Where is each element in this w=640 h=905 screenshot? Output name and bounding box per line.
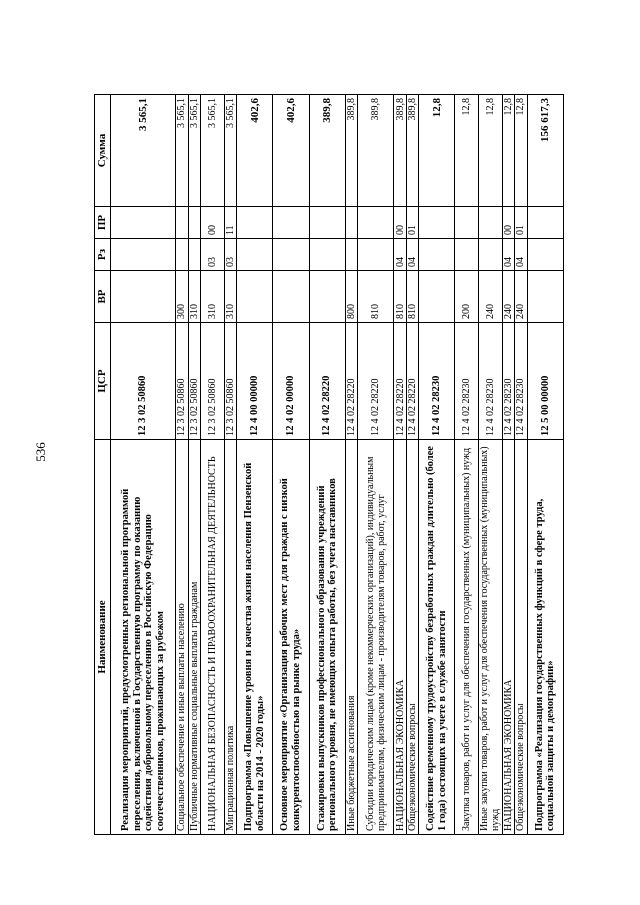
cell-sum: 389,8 <box>309 95 345 207</box>
header-csr: ЦСР <box>95 323 111 440</box>
cell-csr: 12 4 02 28230 <box>479 323 503 440</box>
cell-pr: 11 <box>224 207 236 239</box>
cell-name: Подпрограмма «Повышение уровня и качества жизни населения Пензенской области на 2014 - 2020 годы» <box>237 440 273 835</box>
cell-name: Подпрограмма «Реализация государственных функций в сфере труда, социальной защиты и демографии» <box>527 440 563 835</box>
cell-name: Субсидии юридическим лицам (кроме некоммерческих организаций), индивидуальным предпринимателям, физическим лицам - производителям товаров, работ, услуг <box>358 440 394 835</box>
cell-name: Социальное обеспечение и иные выплаты населению <box>176 440 188 835</box>
cell-vr: 310 <box>200 271 224 323</box>
cell-sum: 3 565,1 <box>200 95 224 207</box>
cell-rz: 04 <box>515 239 527 271</box>
cell-vr <box>527 271 563 323</box>
cell-pr: 00 <box>200 207 224 239</box>
cell-sum: 402,6 <box>237 95 273 207</box>
cell-sum: 3 565,1 <box>224 95 236 207</box>
cell-name: Иные бюджетные ассигнования <box>345 440 357 835</box>
cell-pr: 00 <box>502 207 514 239</box>
cell-name: Общеэкономические вопросы <box>406 440 418 835</box>
cell-csr: 12 4 02 28230 <box>502 323 514 440</box>
cell-csr: 12 4 02 28220 <box>394 323 406 440</box>
cell-pr <box>188 207 200 239</box>
cell-pr: 01 <box>406 207 418 239</box>
cell-name: Иные закупки товаров, работ и услуг для обеспечения государственных (муниципальных) нужд <box>479 440 503 835</box>
cell-csr: 12 4 02 28220 <box>309 323 345 440</box>
cell-rz <box>188 239 200 271</box>
cell-csr: 12 4 00 00000 <box>237 323 273 440</box>
header-name: Наименование <box>95 440 111 835</box>
cell-vr <box>419 271 455 323</box>
cell-rz <box>345 239 357 271</box>
cell-pr <box>176 207 188 239</box>
cell-rz <box>273 239 309 271</box>
cell-csr: 12 3 02 50860 <box>111 323 176 440</box>
cell-sum: 3 565,1 <box>176 95 188 207</box>
cell-rz <box>419 239 455 271</box>
table-row <box>237 95 273 835</box>
table-row <box>224 95 236 835</box>
cell-rz <box>527 239 563 271</box>
cell-rz <box>237 239 273 271</box>
header-sum: Сумма <box>95 95 111 207</box>
cell-pr <box>273 207 309 239</box>
header-pr: ПР <box>95 207 111 239</box>
cell-sum: 156 617,3 <box>527 95 563 207</box>
cell-rz: 04 <box>406 239 418 271</box>
table-row <box>455 95 479 835</box>
cell-vr: 800 <box>345 271 357 323</box>
table-row <box>394 95 406 835</box>
cell-sum: 389,8 <box>406 95 418 207</box>
cell-pr <box>479 207 503 239</box>
cell-csr: 12 4 02 28220 <box>406 323 418 440</box>
cell-sum: 389,8 <box>345 95 357 207</box>
cell-rz <box>176 239 188 271</box>
cell-rz: 03 <box>200 239 224 271</box>
cell-vr: 310 <box>188 271 200 323</box>
cell-vr: 240 <box>479 271 503 323</box>
budget-table <box>94 94 564 835</box>
table-row <box>309 95 345 835</box>
cell-name: Стажировки выпускников профессионального образования учреждений регионального уровня, не имеющих опыта работы, без учета наставников <box>309 440 345 835</box>
table-row <box>419 95 455 835</box>
cell-csr: 12 3 02 50860 <box>224 323 236 440</box>
cell-name: Общеэкономические вопросы <box>515 440 527 835</box>
cell-sum: 3 565,1 <box>111 95 176 207</box>
cell-name: Основное мероприятие «Организация рабочих мест для граждан с низкой конкурентоспособностью на рынке труда» <box>273 440 309 835</box>
cell-pr <box>419 207 455 239</box>
cell-csr: 12 3 02 50860 <box>188 323 200 440</box>
cell-sum: 389,8 <box>394 95 406 207</box>
cell-csr: 12 4 02 28220 <box>358 323 394 440</box>
table-row <box>515 95 527 835</box>
rotated-table-container <box>94 95 564 835</box>
table-row <box>479 95 503 835</box>
cell-pr <box>309 207 345 239</box>
table-row <box>273 95 309 835</box>
cell-rz <box>309 239 345 271</box>
cell-name: Миграционная политика <box>224 440 236 835</box>
cell-csr: 12 5 00 00000 <box>527 323 563 440</box>
cell-csr: 12 3 02 50860 <box>176 323 188 440</box>
cell-vr <box>111 271 176 323</box>
cell-name: НАЦИОНАЛЬНАЯ БЕЗОПАСНОСТЬ И ПРАВООХРАНИТЕЛЬНАЯ ДЕЯТЕЛЬНОСТЬ <box>200 440 224 835</box>
table-row <box>188 95 200 835</box>
cell-vr <box>273 271 309 323</box>
cell-sum: 12,8 <box>479 95 503 207</box>
cell-sum: 3 565,1 <box>188 95 200 207</box>
cell-csr: 12 4 02 28230 <box>455 323 479 440</box>
table-row <box>200 95 224 835</box>
cell-sum: 12,8 <box>515 95 527 207</box>
cell-vr: 810 <box>358 271 394 323</box>
cell-rz: 04 <box>502 239 514 271</box>
table-row <box>358 95 394 835</box>
cell-pr <box>527 207 563 239</box>
cell-vr <box>237 271 273 323</box>
cell-pr: 01 <box>515 207 527 239</box>
cell-name: Закупка товаров, работ и услуг для обеспечения государственных (муниципальных) нужд <box>455 440 479 835</box>
cell-rz: 04 <box>394 239 406 271</box>
cell-sum: 389,8 <box>358 95 394 207</box>
table-row <box>345 95 357 835</box>
cell-pr <box>111 207 176 239</box>
cell-name: Публичные нормативные социальные выплаты гражданам <box>188 440 200 835</box>
cell-rz <box>111 239 176 271</box>
cell-vr: 240 <box>515 271 527 323</box>
cell-vr: 310 <box>224 271 236 323</box>
cell-csr: 12 3 02 50860 <box>200 323 224 440</box>
cell-vr: 240 <box>502 271 514 323</box>
cell-sum: 12,8 <box>419 95 455 207</box>
header-rz: Рз <box>95 239 111 271</box>
table-row <box>406 95 418 835</box>
table-header-row <box>95 95 111 835</box>
cell-csr: 12 4 02 00000 <box>273 323 309 440</box>
table-row <box>502 95 514 835</box>
cell-sum: 402,6 <box>273 95 309 207</box>
cell-pr <box>237 207 273 239</box>
cell-pr <box>358 207 394 239</box>
cell-vr: 300 <box>176 271 188 323</box>
cell-sum: 12,8 <box>502 95 514 207</box>
cell-vr: 810 <box>394 271 406 323</box>
cell-rz <box>455 239 479 271</box>
cell-name: Содействие временному трудоустройству безработных граждан длительно (более 1 года) состоящих на учете в службе занятости <box>419 440 455 835</box>
table-body <box>111 95 564 835</box>
cell-name: НАЦИОНАЛЬНАЯ ЭКОНОМИКА <box>502 440 514 835</box>
cell-rz: 03 <box>224 239 236 271</box>
page-number: 536 <box>33 442 48 462</box>
header-vr: ВР <box>95 271 111 323</box>
cell-rz <box>479 239 503 271</box>
cell-name: Реализация мероприятий, предусмотренных региональной программой переселения, включенной в Государственную программу по оказанию содействия добровольному переселению в Российскую Федерацию соотечественников, проживающих за рубежом <box>111 440 176 835</box>
cell-sum: 12,8 <box>455 95 479 207</box>
table-row <box>111 95 176 835</box>
table-row <box>527 95 563 835</box>
cell-pr: 00 <box>394 207 406 239</box>
table-row <box>176 95 188 835</box>
cell-name: НАЦИОНАЛЬНАЯ ЭКОНОМИКА <box>394 440 406 835</box>
cell-pr <box>455 207 479 239</box>
cell-rz <box>358 239 394 271</box>
cell-vr: 200 <box>455 271 479 323</box>
cell-csr: 12 4 02 28230 <box>515 323 527 440</box>
cell-vr: 810 <box>406 271 418 323</box>
cell-pr <box>345 207 357 239</box>
cell-csr: 12 4 02 28230 <box>419 323 455 440</box>
cell-csr: 12 4 02 28220 <box>345 323 357 440</box>
cell-vr <box>309 271 345 323</box>
